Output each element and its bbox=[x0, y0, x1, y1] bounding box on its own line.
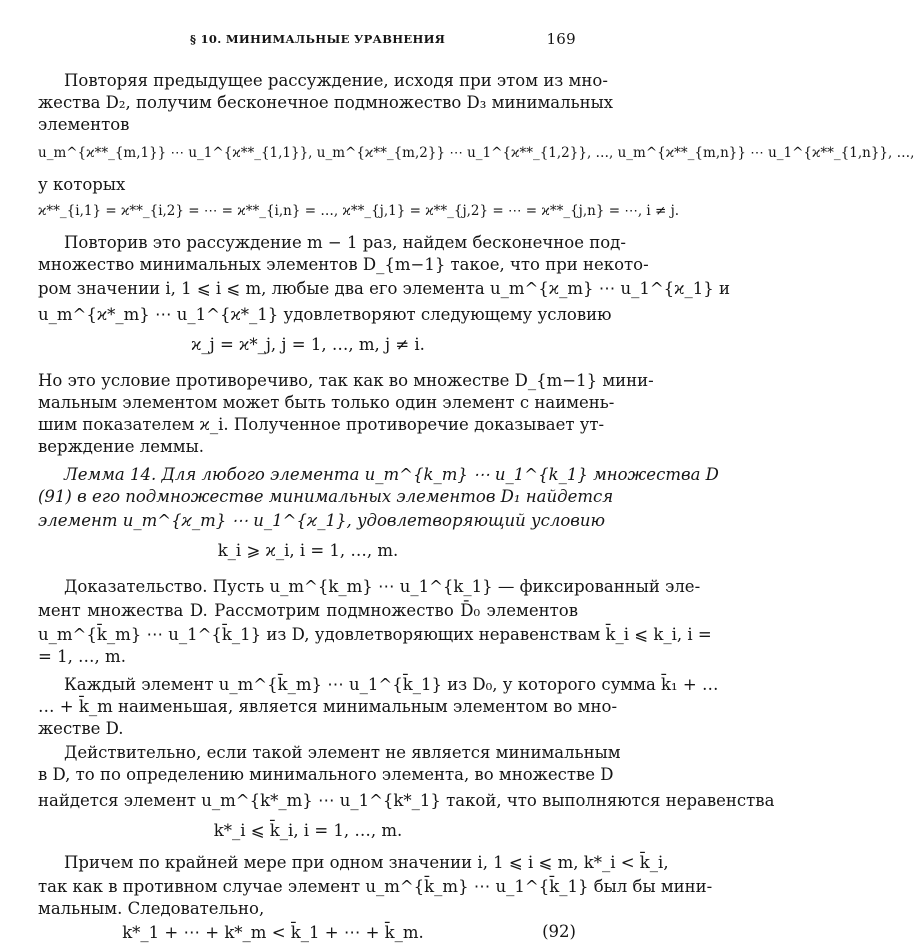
text-line: верждение леммы. bbox=[38, 437, 205, 456]
formula-line: k_i ⩾ ϰ_i, i = 1, …, m. bbox=[217, 541, 399, 560]
text-line: u_m^{k̄_m} ⋯ u_1^{k̄_1} из D, удовлетворяющих неравенствам k̄_i ⩽ k_i, i = bbox=[38, 625, 712, 644]
text-line: жестве D. bbox=[38, 719, 124, 738]
text-line: у которых bbox=[38, 175, 126, 194]
text-line: Действительно, если такой элемент не является минимальным bbox=[64, 743, 621, 762]
text-line: Повторяя предыдущее рассуждение, исходя при этом из мно- bbox=[64, 71, 608, 90]
text-line: ром значении i, 1 ⩽ i ⩽ m, любые два его элемента u_m^{ϰ_m} ⋯ u_1^{ϰ_1} и bbox=[38, 279, 730, 298]
text-line: Каждый элемент u_m^{k̄_m} ⋯ u_1^{k̄_1} из D₀, у которого сумма k̄₁ + … bbox=[64, 675, 719, 694]
text-line: Повторив это рассуждение m − 1 раз, найдем бесконечное под- bbox=[64, 233, 626, 252]
text-line: шим показателем ϰ_i. Полученное противоречие доказывает ут- bbox=[38, 415, 605, 434]
text-line: мальным элементом может быть только один элемент с наимень- bbox=[38, 393, 615, 412]
text-line: в D, то по определению минимального элемента, во множестве D bbox=[38, 765, 614, 784]
text-line: Причем по крайней мере при одном значении i, 1 ⩽ i ⩽ m, k*_i < k̄_i, bbox=[64, 853, 669, 872]
text-line: жества D₂, получим бесконечное подмножество D₃ минимальных bbox=[38, 93, 614, 112]
text-line: элементов bbox=[38, 115, 130, 134]
equation-number: (92) bbox=[542, 922, 576, 941]
text-line: = 1, …, m. bbox=[38, 647, 126, 666]
proof-line: Доказательство. Пусть u_m^{k_m} ⋯ u_1^{k_1} — фиксированный эле- bbox=[64, 577, 701, 596]
formula-line: ϰ_j = ϰ*_j, j = 1, …, m, j ≠ i. bbox=[191, 335, 425, 354]
lemma-line: Лемма 14. Для любого элемента u_m^{k_m} ⋯ u_1^{k_1} множества D bbox=[64, 465, 719, 484]
lemma-line: (91) в его подмножестве минимальных элементов D₁ найдется bbox=[38, 487, 614, 506]
text-line: мент множества D. Рассмотрим подмножество D̄₀ элементов bbox=[38, 601, 578, 620]
formula-line: k*_i ⩽ k̄_i, i = 1, …, m. bbox=[213, 821, 403, 840]
text-line: … + k̄_m наименьшая, является минимальным элементом во мно- bbox=[38, 697, 618, 716]
formula-line: k*_1 + ⋯ + k*_m < k̄_1 + ⋯ + k̄_m. bbox=[122, 923, 424, 942]
text-line: множество минимальных элементов D_{m−1} такое, что при некото- bbox=[38, 255, 649, 274]
section-title: § 10. МИНИМАЛЬНЫЕ УРАВНЕНИЯ bbox=[190, 32, 446, 46]
lemma-line: элемент u_m^{ϰ_m} ⋯ u_1^{ϰ_1}, удовлетворяющий условию bbox=[38, 511, 606, 530]
text-line: найдется элемент u_m^{k*_m} ⋯ u_1^{k*_1} такой, что выполняются неравенства bbox=[38, 791, 775, 810]
page-number: 169 bbox=[546, 30, 576, 48]
text-line: u_m^{ϰ*_m} ⋯ u_1^{ϰ*_1} удовлетворяют следующему условию bbox=[38, 305, 612, 324]
text-line: так как в противном случае элемент u_m^{k̄_m} ⋯ u_1^{k̄_1} был бы мини- bbox=[38, 877, 713, 896]
text-line: Но это условие противоречиво, так как во множестве D_{m−1} мини- bbox=[38, 371, 654, 390]
formula-line: u_m^{ϰ**_{m,1}} ⋯ u_1^{ϰ**_{1,1}}, u_m^{ϰ**_{m,2}} ⋯ u_1^{ϰ**_{1,2}}, …, u_m^{ϰ**_{m,n}} ⋯ u_1^{ϰ**_{1,n}}, …, bbox=[38, 145, 914, 161]
formula-line: ϰ**_{i,1} = ϰ**_{i,2} = ⋯ = ϰ**_{i,n} = …, ϰ**_{j,1} = ϰ**_{j,2} = ⋯ = ϰ**_{j,n} = ⋯, i ≠ j. bbox=[38, 203, 680, 219]
running-header bbox=[38, 30, 576, 50]
text-line: мальным. Следовательно, bbox=[38, 899, 265, 918]
